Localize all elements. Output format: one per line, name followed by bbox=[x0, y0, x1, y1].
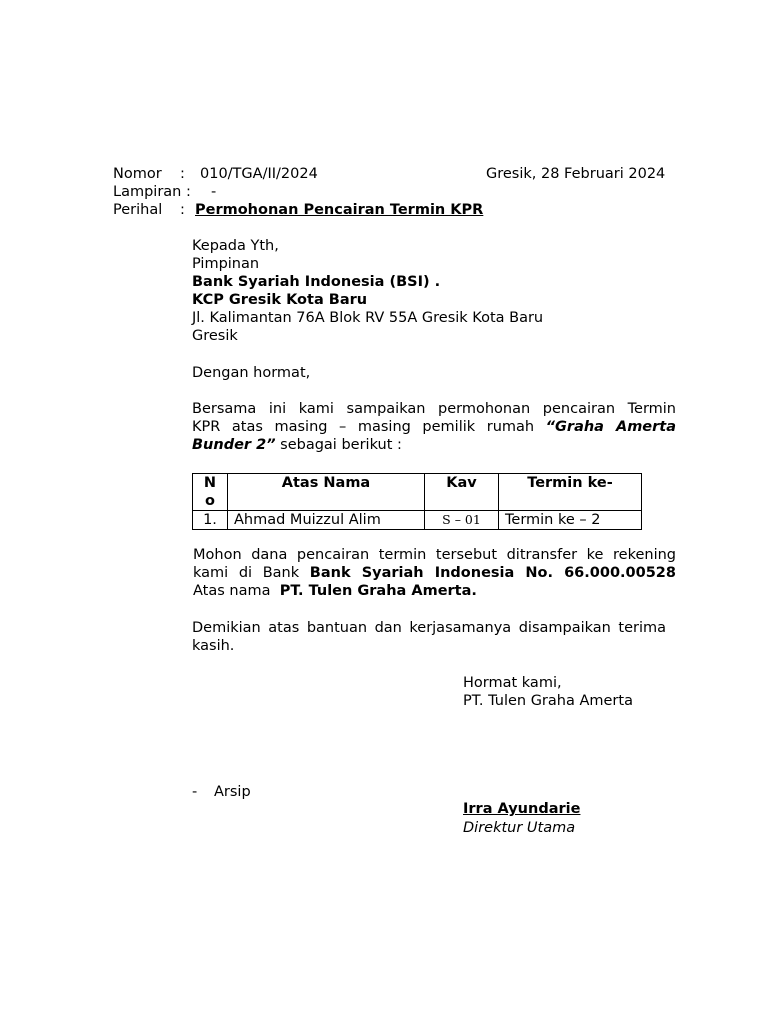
signature-company: PT. Tulen Graha Amerta bbox=[463, 693, 633, 709]
transfer-line-1: Mohon dana pencairan termin tersebut ditransfer ke rekening bbox=[193, 547, 676, 563]
account-holder: PT. Tulen Graha Amerta. bbox=[279, 583, 477, 599]
col-header-atas-nama: Atas Nama bbox=[228, 474, 425, 511]
recipient-address: Jl. Kalimantan 76A Blok RV 55A Gresik Kota Baru bbox=[192, 310, 544, 326]
transfer-paragraph bbox=[193, 546, 676, 600]
perihal-label: Perihal bbox=[113, 202, 163, 218]
recipient-greeting: Kepada Yth, bbox=[192, 238, 279, 254]
bank-account: Bank Syariah Indonesia No. 66.000.00528 bbox=[309, 565, 676, 581]
intro-line-2 bbox=[192, 418, 676, 436]
nomor-colon: : bbox=[180, 166, 185, 182]
perihal-value: Permohonan Pencairan Termin KPR bbox=[195, 202, 484, 218]
closing-paragraph bbox=[192, 619, 666, 655]
nomor-label: Nomor bbox=[113, 166, 162, 182]
cc-label: Arsip bbox=[214, 784, 251, 800]
closing-line-1: Demikian atas bantuan dan kerjasamanya disampaikan terima bbox=[192, 620, 666, 636]
intro-paragraph bbox=[192, 400, 676, 454]
table-header-row bbox=[193, 474, 642, 511]
nomor-value: 010/TGA/II/2024 bbox=[200, 166, 318, 182]
place-date: Gresik, 28 Februari 2024 bbox=[486, 166, 666, 182]
col-header-termin: Termin ke- bbox=[499, 474, 642, 511]
account-holder-label: Atas nama bbox=[193, 583, 271, 599]
signatory-title: Direktur Utama bbox=[463, 820, 576, 836]
termin-table bbox=[192, 473, 642, 530]
col-header-no: No bbox=[193, 474, 228, 511]
cc-dash: - bbox=[192, 784, 198, 800]
recipient-city: Gresik bbox=[192, 328, 238, 344]
regards: Hormat kami, bbox=[463, 675, 562, 691]
intro-line-3 bbox=[192, 436, 676, 454]
intro-line-2-text: KPR atas masing – masing pemilik rumah bbox=[192, 419, 535, 435]
table-row bbox=[193, 511, 642, 530]
recipient-position: Pimpinan bbox=[192, 256, 260, 272]
lampiran-label: Lampiran : bbox=[113, 184, 191, 200]
transfer-line-2 bbox=[193, 564, 676, 582]
lampiran-value: - bbox=[211, 184, 217, 200]
housing-name: “Graha Amerta bbox=[545, 419, 676, 435]
cell-no: 1. bbox=[193, 511, 228, 530]
cell-kav: S – 01 bbox=[425, 511, 499, 530]
recipient-bank: Bank Syariah Indonesia (BSI) . bbox=[192, 274, 441, 290]
housing-name-cont: Bunder 2” bbox=[192, 437, 276, 453]
transfer-line-2-text: kami di Bank bbox=[193, 565, 300, 581]
cell-atas-nama: Ahmad Muizzul Alim bbox=[228, 511, 425, 530]
closing-line-2: kasih. bbox=[192, 638, 235, 654]
salutation: Dengan hormat, bbox=[192, 365, 311, 381]
cell-termin: Termin ke – 2 bbox=[499, 511, 642, 530]
col-header-kav: Kav bbox=[425, 474, 499, 511]
intro-line-1: Bersama ini kami sampaikan permohonan pencairan Termin bbox=[192, 401, 676, 417]
perihal-colon: : bbox=[180, 202, 185, 218]
transfer-line-3 bbox=[193, 582, 676, 600]
recipient-branch: KCP Gresik Kota Baru bbox=[192, 292, 368, 308]
signatory-name: Irra Ayundarie bbox=[463, 801, 581, 817]
intro-line-3-text: sebagai berikut : bbox=[280, 437, 402, 453]
